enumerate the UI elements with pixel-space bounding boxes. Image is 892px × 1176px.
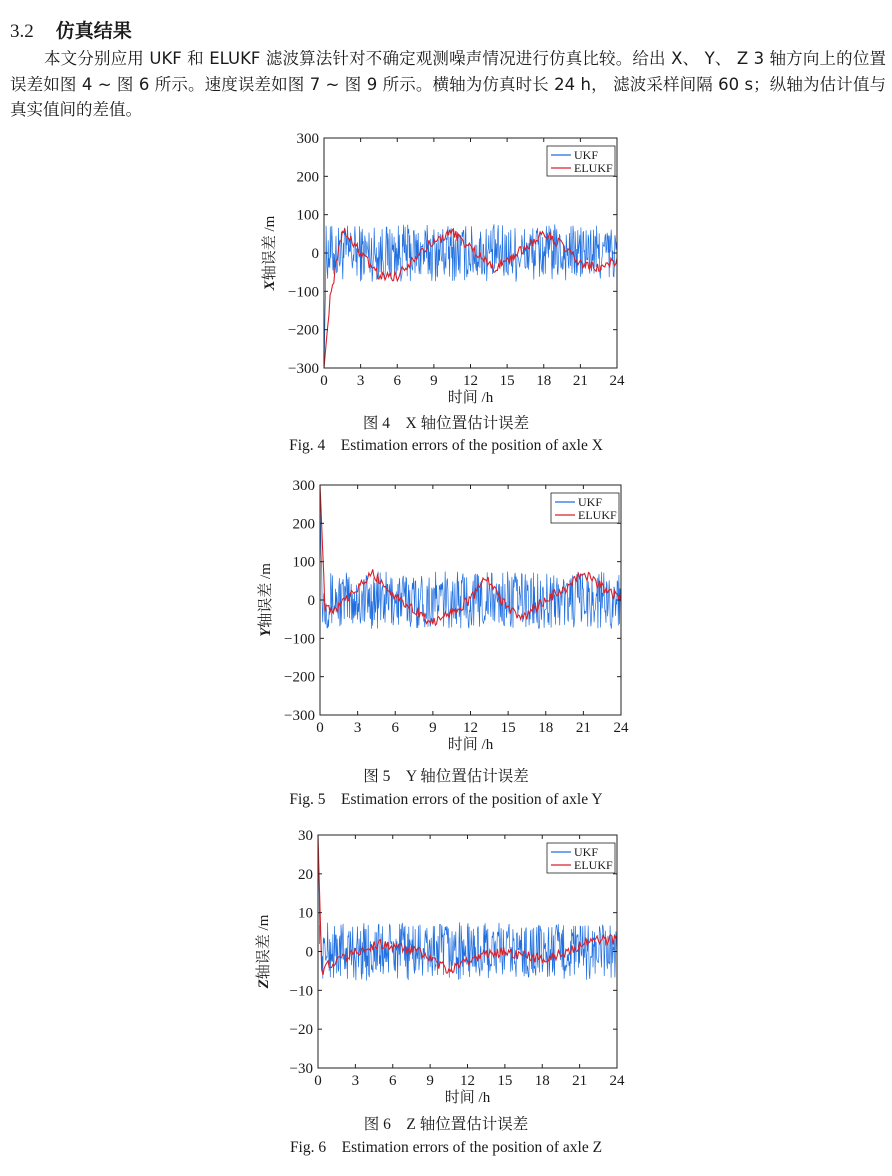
y-tick-label: −300	[284, 708, 315, 724]
x-tick-label: 9	[426, 1073, 434, 1089]
y-tick-label: −10	[289, 983, 313, 1000]
figure-4-caption-cn: 图 4 X 轴位置估计误差	[362, 415, 530, 432]
figure-6	[0, 822, 892, 1162]
y-tick-label: 0	[307, 593, 315, 609]
x-tick-label: 21	[572, 1073, 588, 1089]
figure-6-caption-cn: 图 6 Z 轴位置估计误差	[363, 1116, 529, 1133]
x-tick-label: 12	[460, 1073, 475, 1089]
legend-label-ukf: UKF	[578, 495, 603, 509]
y-tick-label: 100	[292, 554, 315, 571]
legend	[547, 843, 615, 873]
x-tick-label: 0	[316, 720, 324, 736]
x-tick-label: 6	[391, 720, 399, 736]
x-tick-label: 9	[430, 373, 438, 389]
x-tick-label: 3	[351, 1073, 360, 1089]
legend	[551, 493, 619, 523]
x-tick-label: 12	[463, 720, 478, 736]
x-tick-label: 24	[609, 1073, 625, 1089]
x-axis-label: 时间 /h	[444, 1090, 491, 1106]
x-tick-label: 15	[499, 373, 515, 389]
y-tick-label: −20	[289, 1022, 313, 1039]
figure-5	[0, 472, 892, 812]
y-tick-label: 0	[305, 944, 313, 961]
y-axis-label	[257, 563, 274, 637]
y-axis-label-text: 轴误差 /m	[262, 215, 278, 281]
y-tick-label: −100	[288, 284, 319, 301]
y-axis-label-var: Y	[258, 627, 274, 637]
legend-label-elukf: ELUKF	[578, 508, 617, 522]
y-tick-label: −300	[288, 361, 319, 377]
x-axis-label: 时间 /h	[447, 390, 494, 406]
y-axis-label-var: X	[262, 280, 278, 291]
body-paragraph: 本文分别应用 UKF 和 ELUKF 滤波算法针对不确定观测噪声情况进行仿真比较。给出 X、 Y、 Z 3 轴方向上的位置误差如图 4 ~ 图 6 所示。速度误差如图 7 ~ 图 9 所示。横轴为仿真时长 24 h， 滤波采样间隔 60 s；纵轴为估计值与真实值间的差值。	[10, 49, 886, 119]
x-tick-label: 18	[538, 720, 554, 736]
section-number: 3.2	[10, 21, 34, 42]
y-tick-label: 30	[298, 828, 313, 844]
y-tick-label: 300	[292, 478, 315, 494]
legend-label-ukf: UKF	[574, 845, 599, 859]
x-tick-label: 15	[500, 720, 516, 736]
y-tick-label: 200	[296, 169, 319, 186]
figure-6-caption-en: Fig. 6 Estimation errors of the position of axle Z	[289, 1139, 603, 1156]
section-title: 仿真结果	[55, 20, 132, 42]
x-tick-label: 0	[314, 1073, 322, 1089]
x-tick-label: 24	[613, 720, 629, 736]
figure-5-caption-en: Fig. 5 Estimation errors of the position of axle Y	[289, 791, 603, 808]
legend-label-elukf: ELUKF	[574, 858, 613, 872]
y-tick-label: −200	[284, 669, 315, 686]
x-tick-label: 15	[497, 1073, 513, 1089]
x-tick-label: 9	[429, 720, 437, 736]
y-tick-label: −100	[284, 631, 315, 648]
figure-4-caption-en: Fig. 4 Estimation errors of the position of axle X	[289, 437, 603, 454]
x-tick-label: 3	[356, 373, 365, 389]
x-tick-label: 12	[463, 373, 478, 389]
y-axis-label-text: 轴误差 /m	[258, 563, 274, 628]
y-axis-label	[261, 215, 278, 291]
x-tick-label: 24	[609, 373, 625, 389]
y-tick-label: 200	[292, 516, 315, 533]
x-tick-label: 21	[572, 373, 588, 389]
y-axis-label-text: 轴误差 /m	[256, 914, 272, 980]
x-tick-label: 0	[320, 373, 328, 389]
x-tick-label: 21	[575, 720, 591, 736]
y-tick-label: 20	[298, 866, 313, 883]
y-tick-label: 0	[311, 246, 319, 262]
chart-x-axis-error	[0, 125, 892, 406]
x-tick-label: 18	[534, 1073, 550, 1089]
legend-label-elukf: ELUKF	[574, 161, 613, 175]
y-tick-label: −200	[288, 322, 319, 339]
y-axis-label-var: Z	[256, 979, 272, 989]
y-tick-label: 100	[296, 207, 319, 224]
y-tick-label: −30	[289, 1061, 313, 1077]
x-tick-label: 6	[389, 1073, 397, 1089]
x-tick-label: 18	[536, 373, 552, 389]
legend-label-ukf: UKF	[574, 148, 599, 162]
section-heading	[10, 18, 132, 45]
y-axis-label	[255, 914, 272, 989]
chart-y-axis-error	[0, 472, 892, 757]
legend	[547, 146, 615, 176]
figure-4	[0, 125, 892, 460]
figure-5-caption-cn: 图 5 Y 轴位置估计误差	[363, 768, 529, 785]
chart-z-axis-error	[0, 822, 892, 1107]
x-axis-label: 时间 /h	[447, 737, 494, 753]
x-tick-label: 3	[353, 720, 362, 736]
y-tick-label: 300	[296, 131, 319, 147]
y-tick-label: 10	[298, 905, 313, 922]
x-tick-label: 6	[393, 373, 401, 389]
